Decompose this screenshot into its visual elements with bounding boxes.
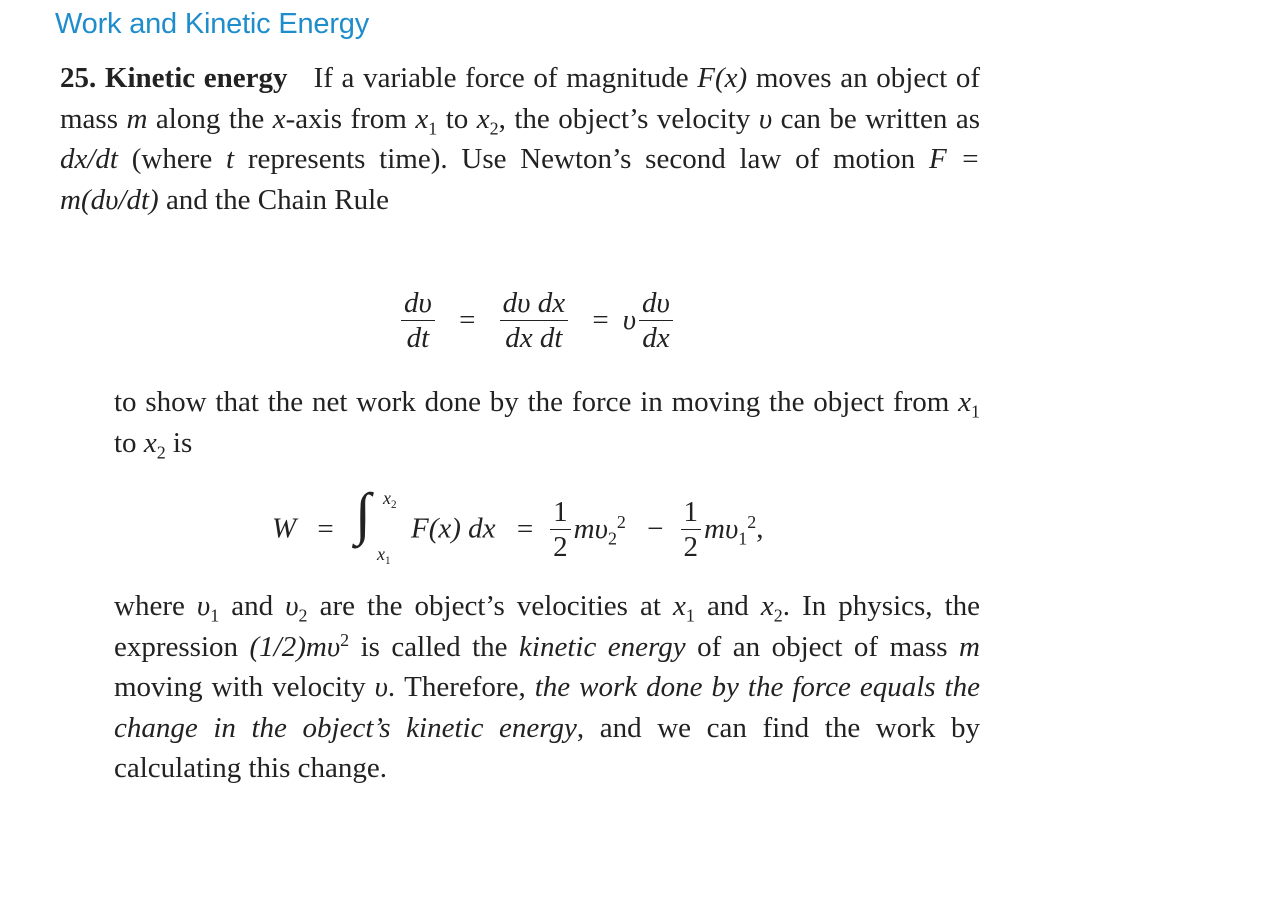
exercise-number: 25.	[60, 62, 97, 94]
superscript: 2	[340, 629, 350, 650]
math-x1: x	[673, 590, 686, 622]
term-mv1	[704, 511, 757, 548]
middle-text-part: to show that the net work done by the force in moving the object from	[114, 386, 959, 418]
upper-limit	[383, 488, 397, 509]
exercise-intro	[60, 58, 980, 220]
superscript: 2	[616, 511, 626, 532]
intro-text: moves an object of mass	[60, 62, 980, 135]
lower-limit	[377, 544, 391, 565]
equals-sign: =	[317, 512, 334, 545]
fraction-half	[550, 495, 571, 564]
math-dxdt: dx/dt	[60, 143, 118, 175]
math-m: m	[126, 102, 148, 135]
subscript: 1	[385, 554, 391, 567]
math-x2: x	[476, 102, 490, 135]
limit-var: x	[383, 488, 392, 508]
math-v: υ	[758, 102, 773, 135]
exercise-title: Kinetic energy	[104, 62, 288, 94]
intro-text: along the	[147, 102, 273, 135]
fraction-dv-dx	[639, 286, 673, 355]
subscript: 1	[685, 605, 695, 626]
subscript: 1	[971, 401, 980, 422]
minus-sign: −	[647, 512, 664, 545]
numerator: dυ	[401, 286, 435, 321]
math-W: W	[272, 512, 297, 545]
denominator: 2	[683, 530, 699, 563]
equals-sign: =	[592, 304, 609, 336]
math-x1: x	[415, 102, 429, 135]
intro-text: , the object’s velocity	[498, 102, 759, 135]
term-text: mυ	[573, 512, 608, 545]
subscript: 2	[489, 117, 499, 138]
equals-sign: =	[459, 304, 476, 336]
intro-text: can be written as	[772, 102, 980, 135]
integral	[355, 481, 411, 567]
subscript: 1	[738, 527, 748, 548]
closing-text-part: and	[694, 590, 761, 622]
closing-text-part: moving with velocity	[114, 671, 375, 703]
closing-text-part: where	[114, 590, 197, 622]
closing-text-part: are the object’s velocities at	[307, 590, 674, 622]
closing-text-part: , and we can find the work by calculating this change.	[114, 711, 980, 784]
work-equation	[272, 481, 764, 567]
math-x2: x	[760, 590, 774, 622]
math-v: υ	[374, 671, 388, 703]
closing-text-part: . In physics, the expression	[114, 590, 981, 663]
denominator: dt	[406, 322, 430, 354]
math-m: m	[959, 630, 980, 663]
limit-var: x	[377, 544, 386, 564]
subscript: 1	[210, 605, 220, 626]
fraction-chain	[500, 286, 568, 355]
intro-text: If a variable force of magnitude	[313, 62, 698, 94]
subscript: 2	[773, 605, 783, 626]
integrand: F(x) dx	[411, 512, 496, 545]
integral-sign: ∫	[355, 481, 371, 546]
equals-sign: =	[516, 512, 534, 545]
math-v2: υ	[285, 590, 299, 622]
superscript: 2	[747, 511, 757, 532]
subscript: 2	[298, 605, 308, 626]
math-t: t	[226, 143, 235, 175]
intro-text: -axis from	[285, 102, 416, 135]
term-text: mυ	[704, 512, 739, 545]
math-v: υ	[622, 304, 637, 336]
numerator: dυ dx	[500, 286, 568, 321]
math-x2: x	[143, 426, 157, 459]
math-fx: F(x)	[697, 62, 748, 94]
closing-text	[114, 586, 980, 789]
fraction-half	[681, 495, 702, 564]
closing-text-part: of an object of mass	[685, 630, 960, 663]
closing-text-part: is called the	[349, 630, 520, 663]
subscript: 2	[391, 498, 397, 511]
math-newton-law: F = m(dυ/dt)	[60, 143, 980, 216]
math-v1: υ	[196, 590, 211, 622]
math-x1: x	[958, 386, 972, 418]
subscript: 2	[607, 527, 617, 548]
subscript: 2	[156, 441, 166, 462]
numerator: dυ	[639, 286, 673, 321]
intro-text: and the Chain Rule	[158, 183, 390, 216]
intro-text: represents time). Use Newton’s second law of motion	[234, 143, 929, 175]
intro-text: (where	[118, 143, 227, 175]
numerator: 1	[550, 495, 571, 530]
numerator: 1	[681, 495, 702, 530]
closing-text-part: and	[219, 590, 286, 622]
middle-text	[114, 382, 980, 463]
middle-text-part: is	[165, 426, 193, 459]
middle-text-part: to	[114, 426, 144, 459]
intro-text: to	[437, 102, 477, 135]
math-x: x	[272, 102, 286, 135]
term-kinetic-energy: kinetic energy	[519, 630, 686, 663]
denominator: dx	[642, 322, 670, 354]
subscript: 1	[428, 117, 438, 138]
fraction-dv-dt	[401, 286, 435, 355]
section-heading: Work and Kinetic Energy	[55, 8, 370, 40]
comma: ,	[756, 512, 764, 545]
term-mv2	[573, 511, 626, 548]
closing-text-part: . Therefore,	[387, 671, 535, 703]
emphasized-statement: the work done by the force equals the change in the object’s kinetic energy	[114, 671, 980, 744]
chain-rule-equation	[398, 286, 676, 355]
denominator: dx dt	[505, 322, 563, 354]
math-expression: (1/2)mυ	[249, 630, 341, 663]
denominator: 2	[553, 530, 568, 563]
